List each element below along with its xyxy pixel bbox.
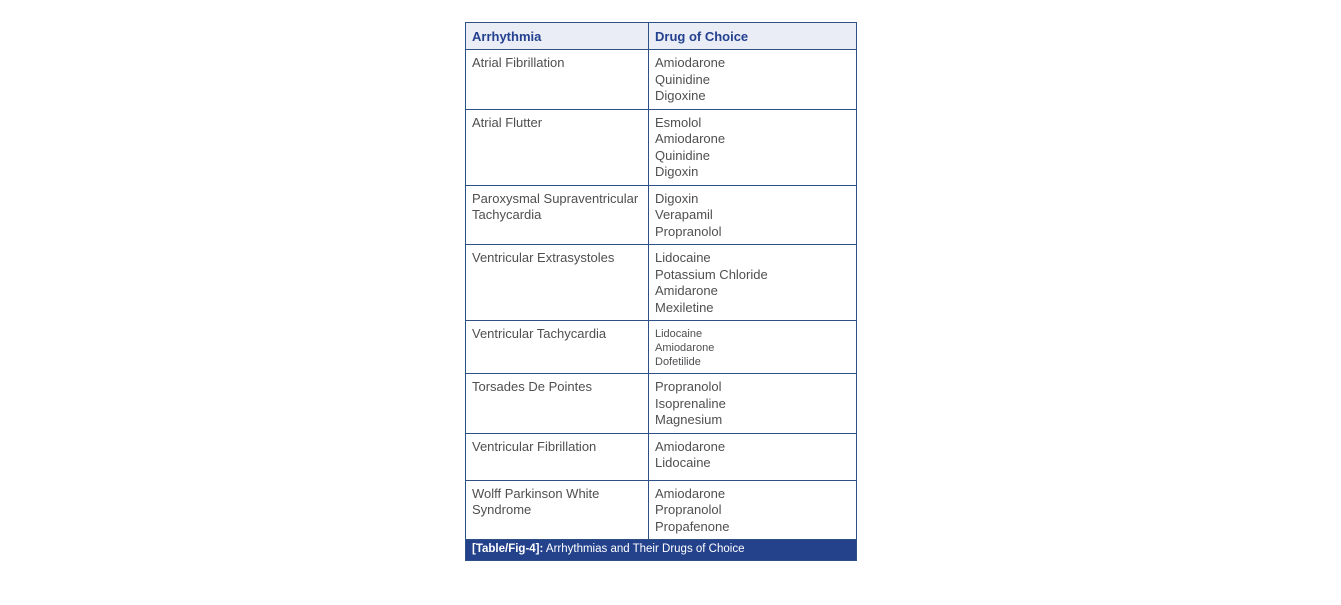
- drug-line: Quinidine: [655, 71, 710, 87]
- table-caption: [466, 540, 857, 561]
- table-header: [466, 23, 857, 50]
- table-footer: [466, 540, 857, 561]
- table-row: [466, 185, 857, 245]
- drug-line: Esmolol: [655, 114, 702, 130]
- header-row: [466, 23, 857, 50]
- drug-line: Digoxin: [655, 164, 699, 179]
- drug-line: Propranolol: [655, 379, 722, 394]
- arrhythmia-cell: Paroxysmal Supraventricular Tachycardia: [466, 185, 649, 245]
- arrhythmia-cell: Ventricular Tachycardia: [466, 321, 649, 374]
- drugs-cell: [649, 480, 857, 540]
- table-row: [466, 245, 857, 321]
- table-row: [466, 433, 857, 480]
- drug-line: Amiodarone: [655, 55, 726, 70]
- drug-line: Amiodarone: [655, 131, 726, 146]
- caption-label: [Table/Fig-4]:: [472, 543, 544, 555]
- drug-line: Amiodarone: [655, 438, 726, 454]
- drug-line: Digoxine: [655, 88, 706, 103]
- drug-line: Dofetilide: [655, 356, 701, 368]
- drugs-cell: [649, 50, 857, 110]
- arrhythmia-cell: Wolff Parkinson White Syndrome: [466, 480, 649, 540]
- drug-line: Mexiletine: [655, 299, 714, 315]
- arrhythmia-cell: Ventricular Extrasystoles: [466, 245, 649, 321]
- caption-row: [466, 540, 857, 561]
- drug-line: Propranolol: [655, 502, 722, 517]
- arrhythmia-cell: Atrial Fibrillation: [466, 50, 649, 110]
- header-arrhythmia: Arrhythmia: [466, 23, 649, 50]
- drug-line: Amidarone: [655, 283, 718, 298]
- table-row: [466, 480, 857, 540]
- drugs-cell: [649, 374, 857, 434]
- drug-line: Propranolol: [655, 223, 722, 239]
- table-row: [466, 50, 857, 110]
- drug-line: Quinidine: [655, 147, 710, 163]
- table-row: [466, 109, 857, 185]
- arrhythmia-cell: Atrial Flutter: [466, 109, 649, 185]
- drugs-cell: [649, 245, 857, 321]
- drug-line: Propafenone: [655, 518, 730, 534]
- drugs-cell: [649, 185, 857, 245]
- drug-line: Lidocaine: [655, 250, 711, 265]
- drug-line: Digoxin: [655, 190, 699, 206]
- drug-line: Lidocaine: [655, 328, 703, 340]
- arrhythmia-drug-table-figure: [465, 22, 856, 561]
- arrhythmia-cell: Ventricular Fibrillation: [466, 433, 649, 480]
- drug-line: Verapamil: [655, 207, 713, 222]
- table-row: [466, 321, 857, 374]
- drug-line: Magnesium: [655, 412, 723, 427]
- caption-text: Arrhythmias and Their Drugs of Choice: [543, 543, 745, 555]
- drug-line: Lidocaine: [655, 455, 711, 470]
- drugs-cell: [649, 109, 857, 185]
- table-body: [466, 50, 857, 540]
- arrhythmia-drug-table: [465, 22, 857, 561]
- arrhythmia-cell: Torsades De Pointes: [466, 374, 649, 434]
- drugs-cell: [649, 433, 857, 480]
- drug-line: Isoprenaline: [655, 395, 726, 411]
- header-drug-of-choice: Drug of Choice: [649, 23, 857, 50]
- drug-line: Amiodarone: [655, 342, 715, 354]
- drug-line: Amiodarone: [655, 485, 726, 501]
- drugs-cell: [649, 321, 857, 374]
- table-row: [466, 374, 857, 434]
- drug-line: Potassium Chloride: [655, 266, 768, 282]
